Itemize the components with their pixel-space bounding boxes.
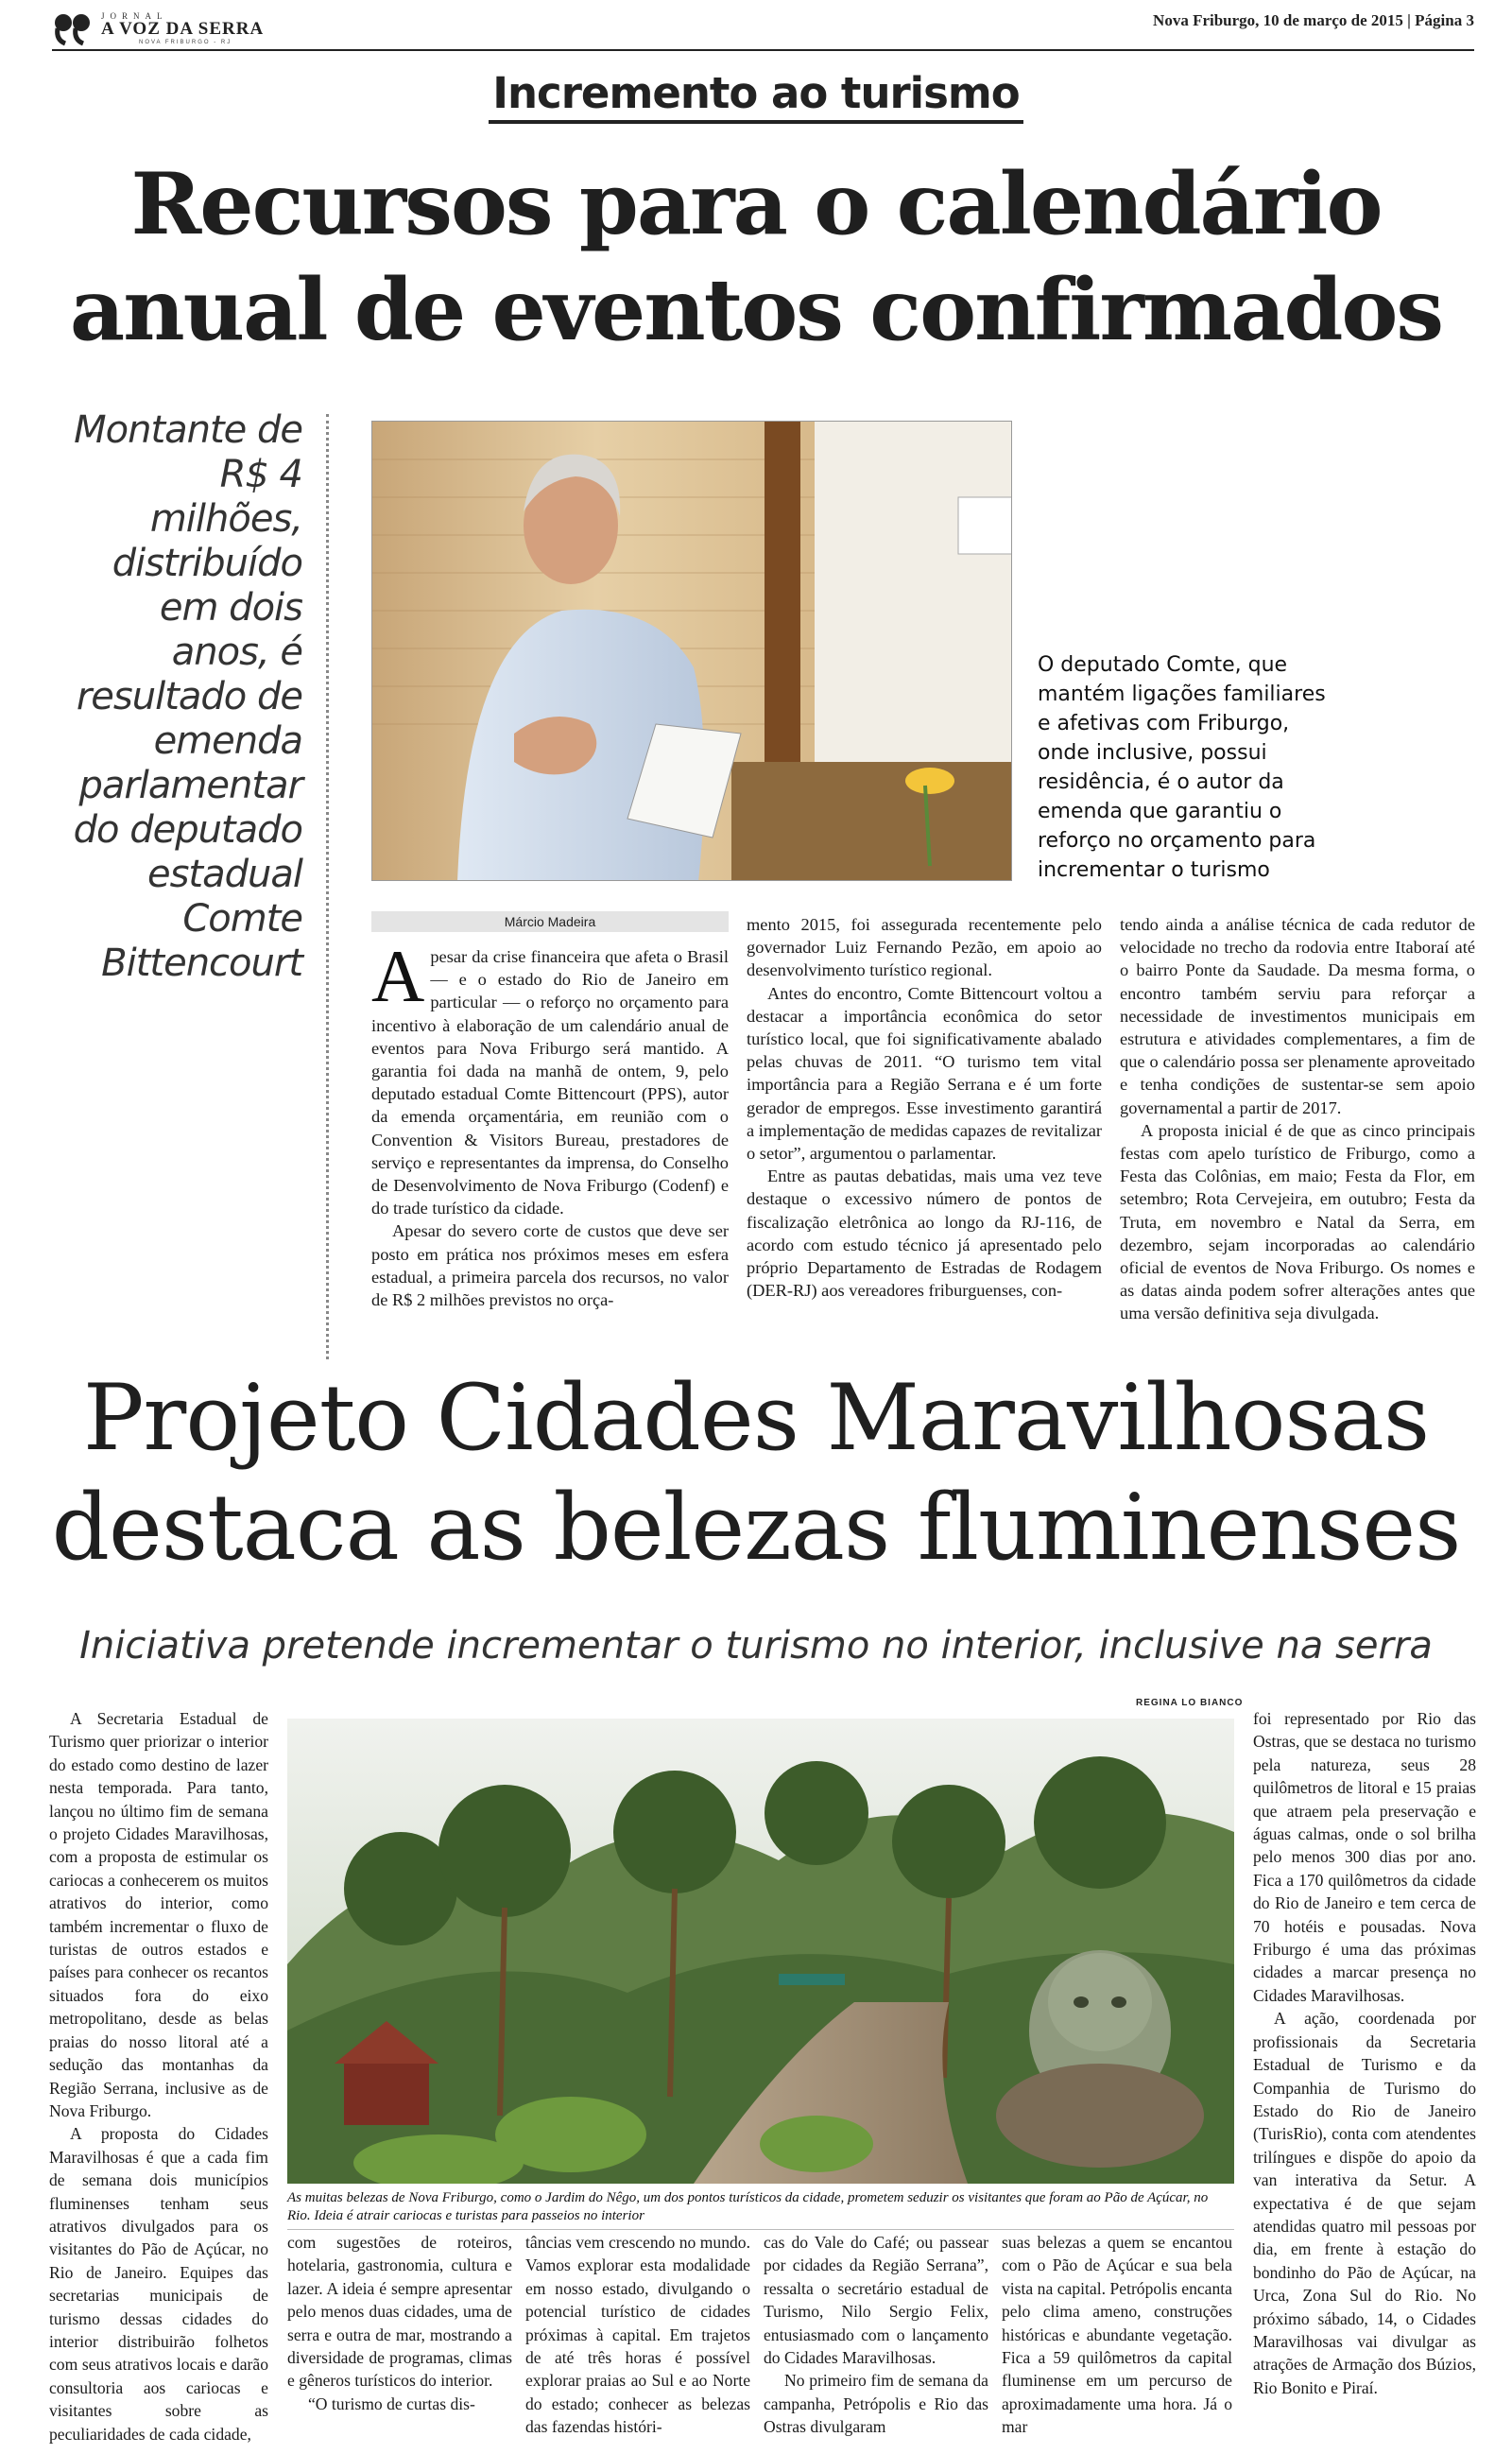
dotted-divider [326,414,329,1359]
article1-col3-p2: A proposta inicial é de que as cinco principais festas com apelo turístico de Friburgo, como a Festa das Colônias, em maio; Festa da Flor, em setembro; Rota Cervejeira, em outubro; Festa da Truta, em novembro e Natal da Serra, em dezembro, sejam incorporadas ao calendário oficial de eventos de Nova Friburgo. Os nomes e as datas ainda podem sofrer alterações antes que uma versão definitiva seja divulgada. [1120,1120,1475,1323]
article1-paragraph [371,935,729,1219]
article1-column-3 [1120,913,1475,1325]
garden-photo-image [287,1719,1234,2184]
article2-headline [19,1363,1493,1582]
newspaper-name: A VOZ DA SERRA [101,19,265,39]
headline1-line2: anual de eventos confirmados [69,260,1443,360]
logo-subtitle: JORNAL [101,11,168,21]
dateline: Nova Friburgo, 10 de março de 2015 | Página 3 [1153,11,1474,29]
photo1-caption: O deputado Comte, que mantém ligações familiares e afetivas com Friburgo, onde inclusive, possui residência, é o autor da emenda que garantiu o reforço no orçamento para incrementar o turismo [1038,653,1326,882]
article2-deck: Iniciativa pretende incrementar o turismo no interior, inclusive na serra [79,1624,1433,1668]
article2-bottom-column-3 [764,2231,988,2439]
article2-right-column [1253,1707,1476,2399]
headline2-line1: Projeto Cidades Maravilhosas [82,1365,1430,1471]
article2-right-p2: A ação, coordenada por profissionais da Secretaria Estadual de Turismo e da Companhia de Turismo do Estado do Rio de Janeiro (TurisRio), conta com atendentes trilíngues e dispõe do apoio da van interativa da Setur. A expectativa é de que sejam atendidas quatro mil pessoas por dia, em frente à estação do bondinho do Pão de Açúcar, na Urca, Zona Sul do Rio. No próximo sábado, 14, o Cidades Maravilhosas vai divulgar as atrações de Armação dos Búzios, Rio Bonito e Piraí. [1253,2009,1476,2397]
headline2-line2: destaca as belezas fluminenses [51,1475,1461,1581]
article1-column-1 [371,935,729,1311]
article1-col1-p2: Apesar do severo corte de custos que deve ser posto em prática nos próximos meses em esfera estadual, a primeira parcela dos recursos, no valor de R$ 2 milhões previstos no orça- [371,1221,729,1310]
article1-col2-p1: mento 2015, foi assegurada recentemente pelo governador Luiz Fernando Pezão, em apoio ao desenvolvimento turístico regional. [747,915,1102,980]
article1-col2-p2: Antes do encontro, Comte Bittencourt voltou a destacar a importância econômica do setor turístico local, que foi significativamente abalado pelas chuvas de 2011. “O turismo tem vital importância para a Região Serrana e é um forte gerador de empregos. Esse investimento garantirá a implementação de medidas capazes de revitalizar o setor”, argumentou o parlamentar. [747,983,1102,1164]
article2-b1-p1: com sugestões de roteiros, hotelaria, gastronomia, cultura e lazer. A ideia é sempre apresentar pelo menos duas cidades, uma de serra e outra de mar, mostrando a diversidade de programas, climas e gêneros turísticos do interior. [287,2233,512,2391]
drop-cap: A [371,935,425,1017]
newspaper-logo-icon [52,9,94,47]
article1-col2-p3: Entre as pautas debatidas, mais uma vez teve destaque o excessivo número de pontos de fiscalização eletrônica ao longo da RJ-116, de acordo com estudo técnico já apresentado pelo próprio Departamento de Estradas de Rodagem (DER-RJ) aos vereadores friburguenses, con- [747,1167,1102,1301]
article1-col3-p1: tendo ainda a análise técnica de cada redutor de velocidade no trecho da rodovia entre Itaboraí até o bairro Ponte da Saudade. Da mesma forma, o encontro também serviu para reforçar a necessidade de investimentos municipais em estrutura e atividades complementares, a fim de que o calendário possa ser plenamente aproveitado e tenha condições de sustentar-se sem apoio governamental a partir de 2017. [1120,915,1475,1117]
article2-bottom-column-2 [525,2231,750,2439]
article2-b3-p1: cas do Vale do Café; ou passear por cidades da Região Serrana”, ressalta o secretário estadual de Turismo, Nilo Sergio Felix, entusiasmado com o lançamento do Cidades Maravilhosas. [764,2233,988,2368]
article1-col1-p1: pesar da crise financeira que afeta o Brasil — e o estado do Rio de Janeiro em particular — o reforço no orçamento para incentivo à elaboração de um calendário anual de eventos para Nova Friburgo será mantido. A garantia foi dada na manhã de ontem, 9, pelo deputado estadual Comte Bittencourt (PPS), autor da emenda orçamentária, em reunião com o Convention & Visitors Bureau, prestadores de serviço e representantes da imprensa, do Conselho de Desenvolvimento de Nova Friburgo (Codenf) e do trade turístico da cidade. [371,947,729,1218]
headline1-line1: Recursos para o calendário [130,154,1382,254]
article2-b1-p2: “O turismo de curtas dis- [308,2394,475,2413]
article2-right-p1: foi representado por Rio das Ostras, que se destaca no turismo pela natureza, seus 28 quilômetros de litoral e 15 praias que atraem pela preservação e águas calmas, onde o sol brilha pelo menos 300 dias por ano. Fica a 170 quilômetros da cidade do Rio de Janeiro e tem cerca de 70 hotéis e pousadas. Nova Friburgo é uma das próximas cidades a marcar presença no Cidades Maravilhosas. [1253,1709,1476,2005]
article1-headline [28,151,1484,363]
article2-left-p1: A Secretaria Estadual de Turismo quer priorizar o interior do estado como destino de lazer nesta temporada. Para tanto, lançou no último fim de semana o projeto Cidades Maravilhosas, com a proposta de estimular os cariocas a conhecerem os muitos atrativos do interior, como também incrementar o fluxo de turistas de outros estados e países para conhecer os recantos situados fora do eixo metropolitano, desde as belas praias do nosso litoral até a sedução das montanhas da Região Serrana, inclusive as de Nova Friburgo. [49,1709,268,2120]
deputy-photo [371,421,1012,881]
article1-column-2 [747,913,1102,1302]
kicker-text: Incremento ao turismo [489,68,1022,124]
photo2-credit: REGINA LO BIANCO [1136,1698,1244,1708]
article2-bottom-column-4 [1002,2231,1232,2439]
article2-b2-p1: tâncias vem crescendo no mundo. Vamos explorar esta modalidade em nosso estado, divulgando o potencial turístico de cidades próximas à capital. Em trajetos de até três horas é possível explorar praias ao Sul e ao Norte do estado; conhecer as belezas das fazendas históri- [525,2233,750,2437]
newspaper-city: NOVA FRIBURGO - RJ [139,40,232,45]
article2-left-p2: A proposta do Cidades Maravilhosas é que a cada fim de semana dois municípios fluminenses tenham seus atrativos divulgados para os visitantes do Pão de Açúcar, no Rio de Janeiro. Equipes das secretarias municipais de turismo dessas cidades do interior distribuirão folhetos com seus atrativos locais e darão consultoria aos cariocas e visitantes sobre as peculiaridades de cada cidade, [49,2124,268,2444]
masthead [52,8,1474,51]
photo1-credit: Márcio Madeira [371,911,729,932]
article2-b4-p1: suas belezas a quem se encantou com o Pão de Açúcar e sua bela vista na capital. Petrópolis encanta pelo clima ameno, construções históricas e abundante vegetação. Fica a 59 quilômetros da capital fluminense em um percurso de aproximadamente uma hora. Já o mar [1002,2233,1232,2437]
article2-bottom-column-1 [287,2231,512,2415]
section-kicker [0,68,1512,118]
article2-left-column [49,1707,268,2445]
garden-photo [287,1719,1234,2184]
article1-deck: Montante de R$ 4 milhões, distribuído em dois anos, é resultado de emenda parlamentar do deputado estadual Comte Bittencourt [73,408,302,985]
article2-b3-p2: No primeiro fim de semana da campanha, Petrópolis e Rio das Ostras divulgaram [764,2371,988,2437]
photo2-caption: As muitas belezas de Nova Friburgo, como o Jardim do Nêgo, um dos pontos turísticos da cidade, prometem seduzir os visitantes que foram ao Pão de Açúcar, no Rio. Ideia é atrair cariocas e turistas para passeios no interior [287,2189,1234,2230]
deputy-photo-image [372,422,1012,881]
